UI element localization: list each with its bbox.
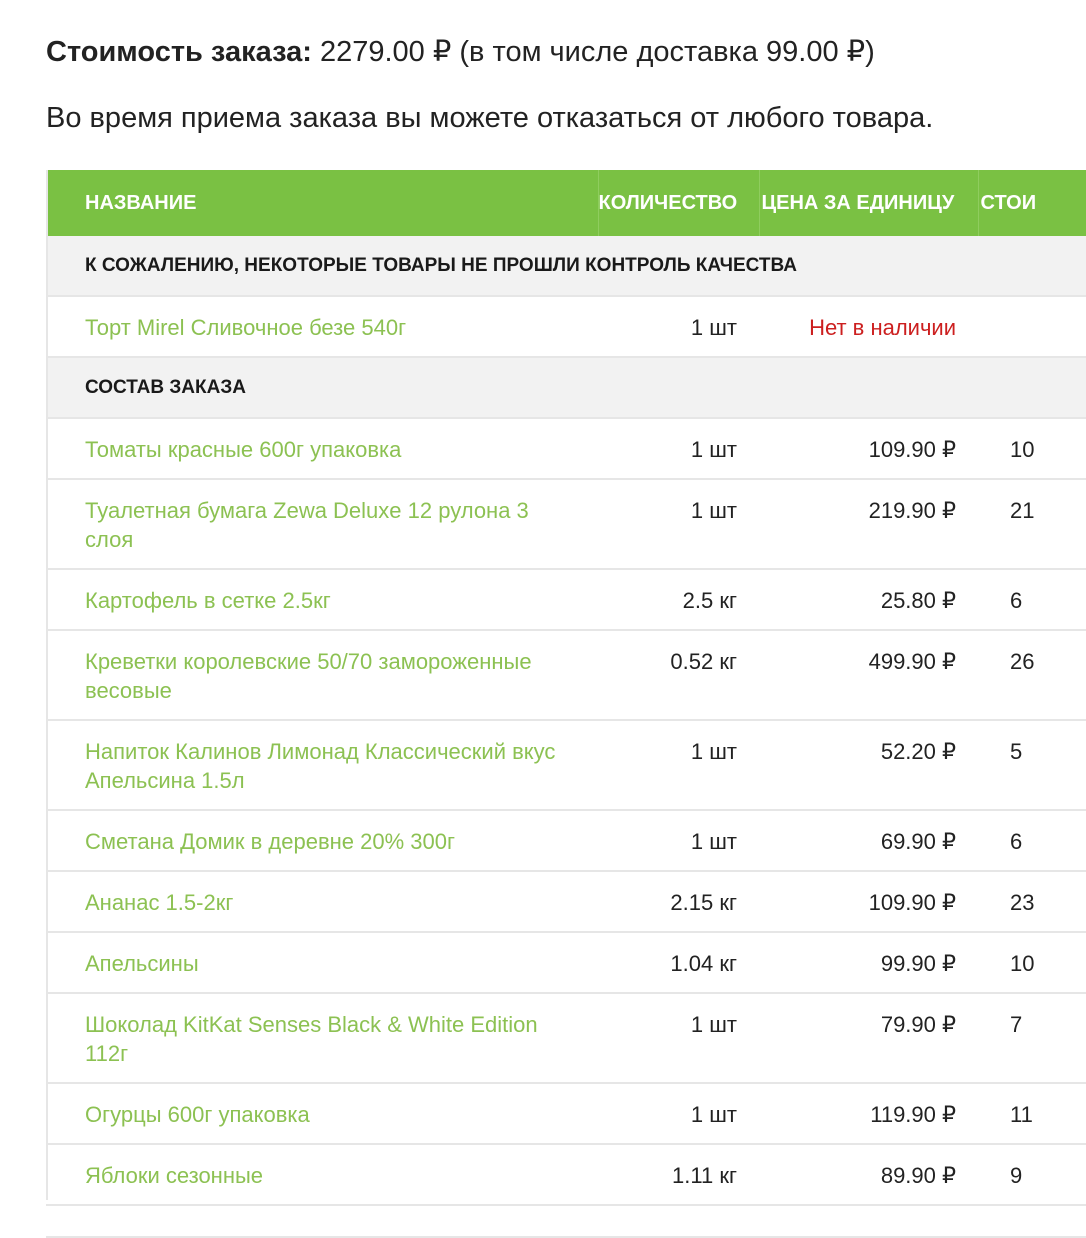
- product-quantity: 1 шт: [598, 993, 759, 1083]
- product-quantity: 1 шт: [598, 418, 759, 479]
- product-unit-price: 119.90 ₽: [759, 1083, 978, 1144]
- product-link[interactable]: Торт Mirel Сливочное безе 540г: [46, 296, 598, 357]
- product-link[interactable]: Огурцы 600г упаковка: [46, 1083, 598, 1144]
- product-link[interactable]: Картофель в сетке 2.5кг: [46, 569, 598, 630]
- product-link[interactable]: Шоколад KitKat Senses Black & White Edition 112г: [46, 993, 598, 1083]
- product-total: [978, 1205, 1086, 1237]
- table-row: [46, 993, 1086, 1083]
- table-row: [46, 810, 1086, 871]
- product-link[interactable]: Сметана Домик в деревне 20% 300г: [46, 810, 598, 871]
- order-cost-line: [46, 34, 875, 69]
- product-unit-price: 499.90 ₽: [759, 630, 978, 720]
- order-cost-label: Стоимость заказа:: [46, 36, 312, 68]
- section-title: СОСТАВ ЗАКАЗА: [46, 357, 1086, 418]
- product-total: 21: [978, 479, 1086, 569]
- table-row: [46, 720, 1086, 810]
- section-row-order-contents: [46, 357, 1086, 418]
- table-row: [46, 932, 1086, 993]
- product-quantity: [598, 1205, 759, 1237]
- column-header-unit-price: ЦЕНА ЗА ЕДИНИЦУ: [759, 170, 978, 236]
- product-unit-price: 109.90 ₽: [759, 871, 978, 932]
- product-unit-price: 25.80 ₽: [759, 569, 978, 630]
- product-unit-price: 89.90 ₽: [759, 1144, 978, 1205]
- product-link[interactable]: Креветки королевские 50/70 замороженные весовые: [46, 630, 598, 720]
- table-row: [46, 630, 1086, 720]
- product-unavailable-status: Нет в наличии: [759, 296, 978, 357]
- product-quantity: 0.52 кг: [598, 630, 759, 720]
- product-link[interactable]: Апельсины: [46, 932, 598, 993]
- section-row-quality-control: [46, 236, 1086, 296]
- product-total: 5: [978, 720, 1086, 810]
- order-table: [46, 170, 1086, 1238]
- product-link[interactable]: [46, 1205, 598, 1237]
- product-quantity: 1.11 кг: [598, 1144, 759, 1205]
- table-header-row: [46, 170, 1086, 236]
- table-row: [46, 1205, 1086, 1237]
- table-row: [46, 871, 1086, 932]
- product-quantity: 1 шт: [598, 296, 759, 357]
- product-unit-price: 99.90 ₽: [759, 932, 978, 993]
- table-row: [46, 418, 1086, 479]
- product-quantity: 1 шт: [598, 1083, 759, 1144]
- table-row: [46, 296, 1086, 357]
- product-quantity: 2.15 кг: [598, 871, 759, 932]
- product-total: 11: [978, 1083, 1086, 1144]
- product-total: 23: [978, 871, 1086, 932]
- product-unit-price: [759, 1205, 978, 1237]
- product-total: 10: [978, 932, 1086, 993]
- product-quantity: 1 шт: [598, 810, 759, 871]
- product-quantity: 1 шт: [598, 720, 759, 810]
- order-table-container[interactable]: [46, 170, 1037, 1210]
- table-row: [46, 569, 1086, 630]
- product-unit-price: 69.90 ₽: [759, 810, 978, 871]
- order-cost-value: 2279.00 ₽ (в том числе доставка 99.00 ₽): [319, 36, 875, 68]
- product-total: 6: [978, 569, 1086, 630]
- order-notice: Во время приема заказа вы можете отказаться от любого товара.: [46, 102, 934, 134]
- product-unit-price: 219.90 ₽: [759, 479, 978, 569]
- table-row: [46, 1144, 1086, 1205]
- product-link[interactable]: Томаты красные 600г упаковка: [46, 418, 598, 479]
- product-link[interactable]: Ананас 1.5-2кг: [46, 871, 598, 932]
- product-quantity: 1.04 кг: [598, 932, 759, 993]
- product-link[interactable]: Яблоки сезонные: [46, 1144, 598, 1205]
- product-total: 9: [978, 1144, 1086, 1205]
- product-total: 7: [978, 993, 1086, 1083]
- table-row: [46, 479, 1086, 569]
- product-link[interactable]: Туалетная бумага Zewa Deluxe 12 рулона 3 слоя: [46, 479, 598, 569]
- section-title: К СОЖАЛЕНИЮ, НЕКОТОРЫЕ ТОВАРЫ НЕ ПРОШЛИ КОНТРОЛЬ КАЧЕСТВА: [46, 236, 1086, 296]
- product-link[interactable]: Напиток Калинов Лимонад Классический вкус Апельсина 1.5л: [46, 720, 598, 810]
- column-header-name: НАЗВАНИЕ: [46, 170, 598, 236]
- product-quantity: 1 шт: [598, 479, 759, 569]
- table-left-border: [46, 170, 48, 1200]
- product-unit-price: 52.20 ₽: [759, 720, 978, 810]
- product-quantity: 2.5 кг: [598, 569, 759, 630]
- column-header-total: СТОИ: [978, 170, 1086, 236]
- table-row: [46, 1083, 1086, 1144]
- product-unit-price: 79.90 ₽: [759, 993, 978, 1083]
- product-total: [978, 296, 1086, 357]
- product-total: 26: [978, 630, 1086, 720]
- product-unit-price: 109.90 ₽: [759, 418, 978, 479]
- column-header-quantity: КОЛИЧЕСТВО: [598, 170, 759, 236]
- product-total: 6: [978, 810, 1086, 871]
- product-total: 10: [978, 418, 1086, 479]
